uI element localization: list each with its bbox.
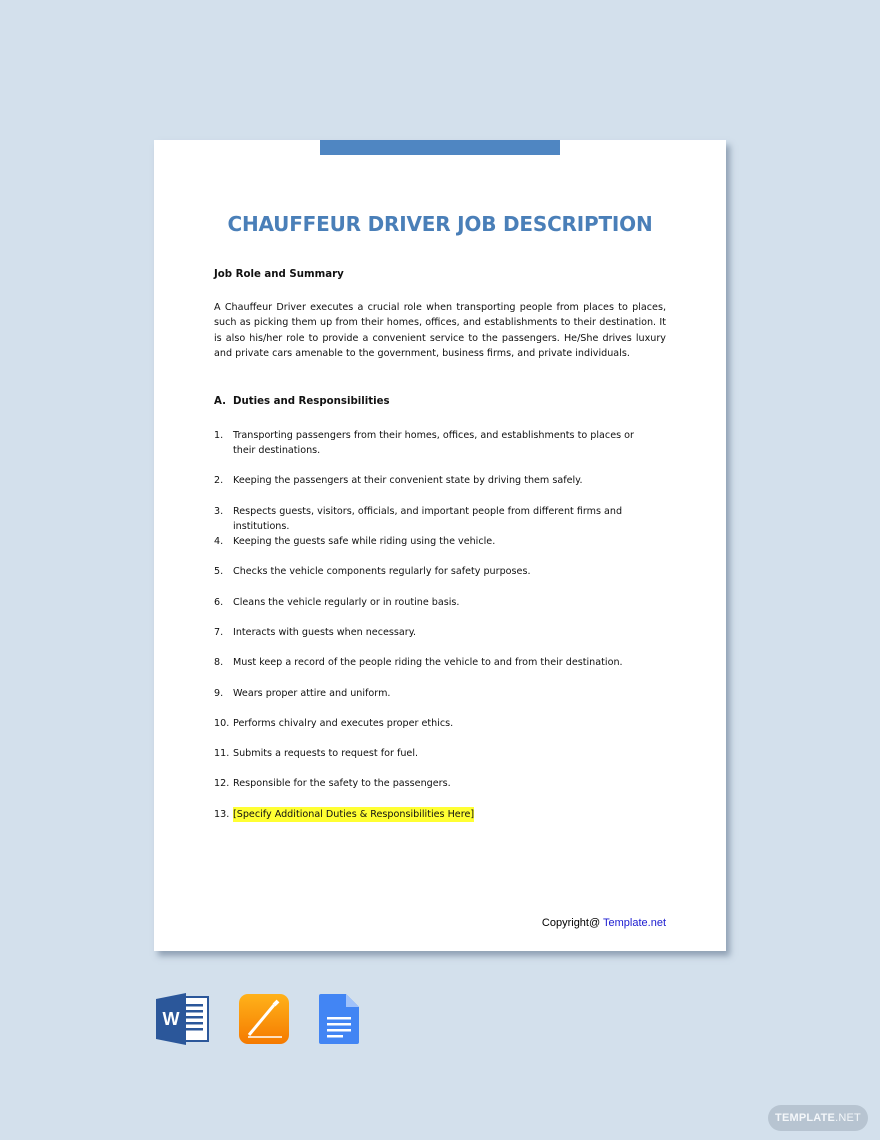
copyright-link[interactable]: Template.net — [603, 917, 666, 929]
list-number: 13. — [214, 809, 230, 820]
list-item — [214, 428, 654, 458]
list-item — [214, 534, 654, 549]
document-title: CHAUFFEUR DRIVER JOB DESCRIPTION — [227, 212, 653, 236]
list-text: Performs chivalry and executes proper ethics. — [233, 718, 454, 729]
svg-text:W: W — [162, 1009, 180, 1029]
template-net-watermark[interactable] — [768, 1105, 868, 1131]
list-text: Submits a requests to request for fuel. — [233, 748, 419, 759]
list-number: 9. — [214, 688, 224, 699]
list-text: Keeping the guests safe while riding using the vehicle. — [233, 536, 496, 547]
duties-heading-text: Duties and Responsibilities — [233, 396, 390, 407]
list-item — [214, 686, 654, 701]
list-number: 1. — [214, 430, 224, 441]
list-number: 8. — [214, 657, 224, 668]
list-text: Interacts with guests when necessary. — [233, 627, 417, 638]
list-text: Cleans the vehicle regularly or in routine basis. — [233, 597, 460, 608]
document-page — [154, 140, 726, 951]
list-number: 4. — [214, 536, 224, 547]
google-docs-icon[interactable] — [318, 993, 360, 1045]
list-item — [214, 716, 654, 731]
accent-bar — [320, 140, 560, 155]
placeholder-highlight[interactable]: [Specify Additional Duties & Responsibilities Here] — [233, 809, 475, 820]
list-number: 11. — [214, 748, 230, 759]
list-item — [214, 473, 654, 488]
list-item — [214, 504, 654, 534]
list-item — [214, 807, 654, 822]
list-number: 10. — [214, 718, 230, 729]
list-text: Checks the vehicle components regularly for safety purposes. — [233, 566, 531, 577]
summary-paragraph: A Chauffeur Driver executes a crucial role when transporting people from places to places, such as picking them up from their homes, offices, and establishments to their destination. It is also his/her role to provide a convenient service to the passengers. He/She drives luxury and private cars amenable to the government, business firms, and private individuals. — [214, 302, 666, 359]
list-text: Transporting passengers from their homes, offices, and establishments to places or their destinations. — [233, 430, 634, 456]
watermark-lite: .NET — [835, 1112, 861, 1124]
list-number: 3. — [214, 506, 224, 517]
list-number: 12. — [214, 778, 230, 789]
list-text: Responsible for the safety to the passengers. — [233, 778, 451, 789]
list-item — [214, 564, 654, 579]
copyright-notice — [542, 917, 666, 929]
pages-icon[interactable] — [238, 993, 290, 1045]
list-number: 7. — [214, 627, 224, 638]
format-icons — [156, 993, 360, 1045]
duties-heading-letter: A. — [214, 396, 226, 407]
copyright-label: Copyright@ — [541, 917, 601, 929]
list-text: Must keep a record of the people riding the vehicle to and from their destination. — [233, 657, 623, 668]
list-item — [214, 746, 654, 761]
list-number: 6. — [214, 597, 224, 608]
list-number: 5. — [214, 566, 224, 577]
word-icon[interactable] — [156, 993, 212, 1045]
list-text: Respects guests, visitors, officials, and important people from different firms and institutions. — [233, 506, 623, 532]
list-number: 2. — [214, 475, 224, 486]
list-item — [214, 625, 654, 640]
watermark-bold: TEMPLATE — [775, 1112, 836, 1124]
duties-heading — [214, 396, 390, 407]
list-item — [214, 776, 654, 791]
list-item — [214, 655, 654, 670]
summary-heading: Job Role and Summary — [214, 269, 344, 280]
list-text: Wears proper attire and uniform. — [233, 688, 391, 699]
list-text: Keeping the passengers at their convenient state by driving them safely. — [233, 475, 583, 486]
list-item — [214, 595, 654, 610]
